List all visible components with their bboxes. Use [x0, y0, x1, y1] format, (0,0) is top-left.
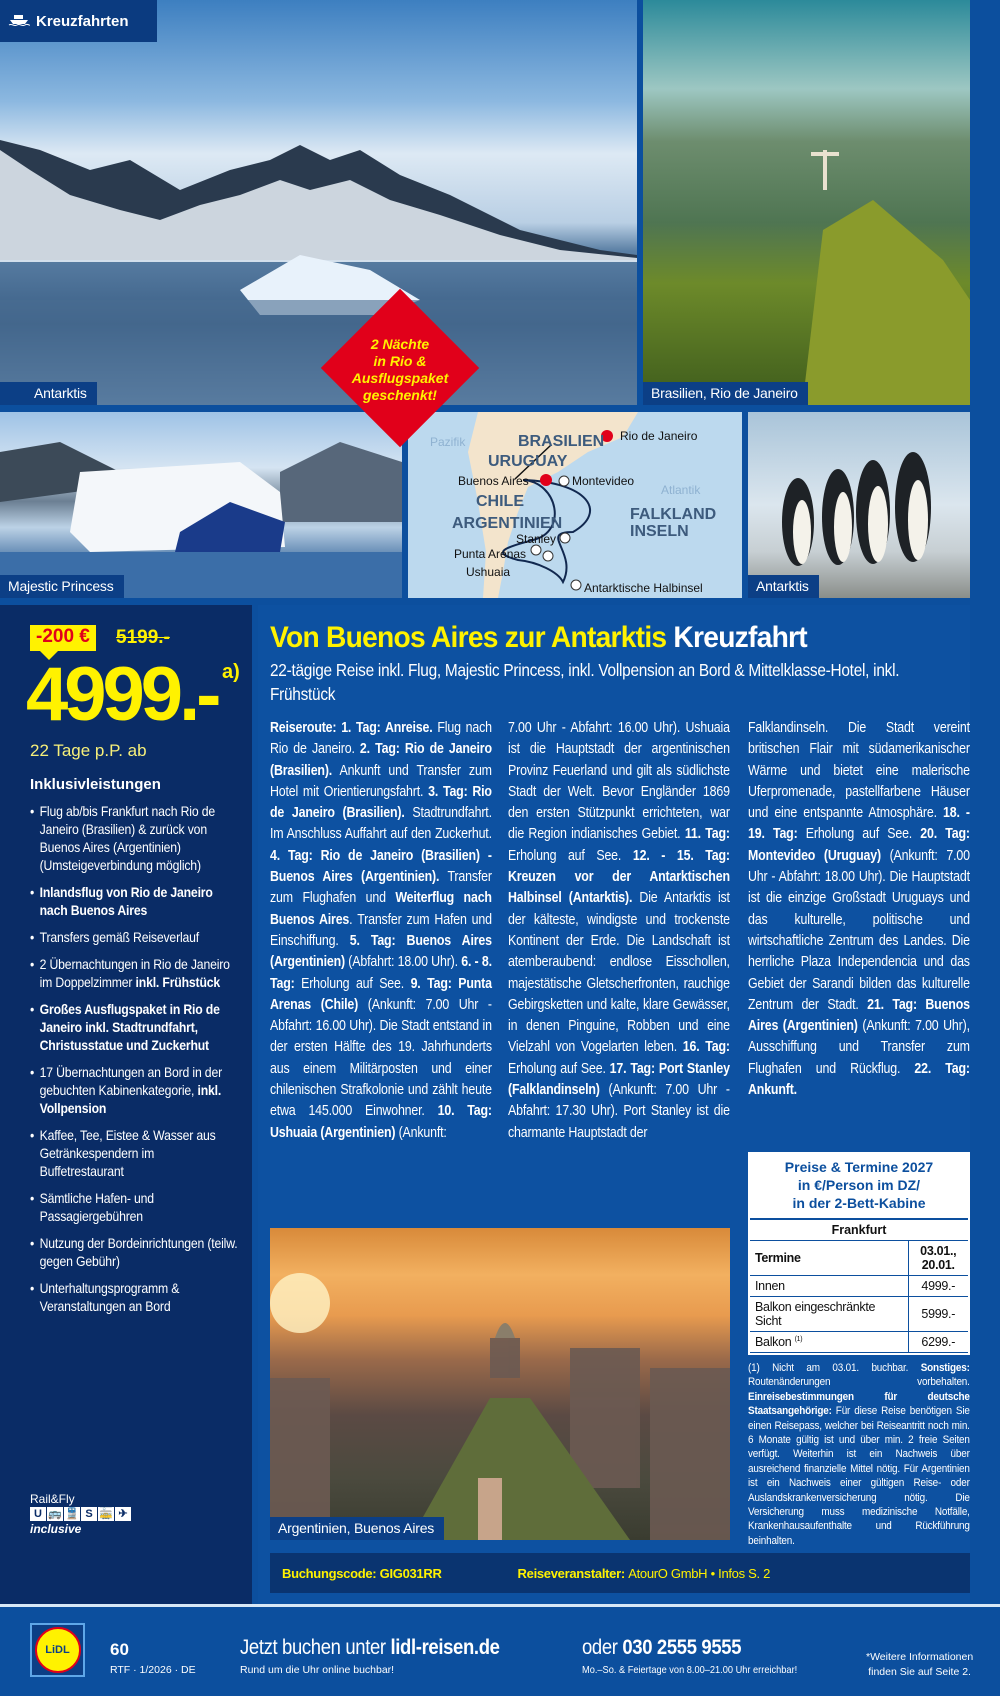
phone-sub — [582, 1664, 852, 1676]
map-label-city: Ushuaia — [466, 565, 511, 579]
phone-sub-line: Mo.–So. & Feiertage von 8.00–21.00 Uhr erreichbar! — [582, 1664, 798, 1676]
inclusion-item — [30, 955, 240, 991]
text-bold-segment: inkl. Frühstück — [135, 974, 221, 990]
photo-penguins — [748, 412, 970, 598]
phone-prefix: oder — [582, 1636, 623, 1659]
text-bold-segment: Einreisebestimmungen für deutsche Staatsangehörige: — [748, 1390, 970, 1418]
text-segment: Ankunft und Transfer zum Hotel mit Orientierungsfahrt. — [270, 762, 492, 800]
text-bold-segment: 16. Tag: — [682, 1039, 730, 1056]
inclusion-item — [30, 1279, 240, 1315]
map-label-city: Montevideo — [572, 474, 635, 488]
photo-caption: Antarktis — [0, 382, 97, 405]
text-segment: (Ankunft: 7.00 Uhr - Abfahrt: 17.30 Uhr). Port Stanley ist die charmante Hauptstadt der — [508, 1082, 730, 1141]
text-bold-segment: 12. - 15. Tag: Kreuzen vor der Antarktischen Halbinsel (Antarktis). — [508, 847, 730, 907]
map-label-country: ARGENTINIEN — [452, 515, 563, 532]
text-segment: (1) Nicht am 03.01. buchbar. — [748, 1362, 921, 1374]
map-label-country: URUGUAY — [488, 453, 568, 470]
discount-badge: -200 € — [30, 625, 96, 651]
photo-caption: Antarktis — [748, 575, 819, 598]
text-bold-segment: 10. Tag: Ushuaia (Argentinien) — [270, 1103, 492, 1141]
info-note — [866, 1650, 973, 1680]
section-title: Kreuzfahrten — [36, 12, 129, 30]
operator-label: Reiseveranstalter: — [517, 1565, 625, 1581]
promo-line: 2 Nächte — [370, 336, 430, 352]
text-segment: Kaffee, Tee, Eistee & Wasser aus Getränkespendern im Buffetrestaurant — [39, 1127, 216, 1179]
text-bold-segment: 4. Tag: Rio de Janeiro (Brasilien) - Buenos Aires (Argentinien). — [270, 847, 492, 886]
route-column — [748, 718, 970, 1101]
route-column — [508, 718, 730, 1144]
text-segment: Unterhaltungsprogramm & Veranstaltungen an Bord — [39, 1280, 180, 1314]
offer-subtitle — [270, 658, 950, 706]
phone-number[interactable]: 030 2555 9555 — [622, 1636, 742, 1659]
inclusions-list — [30, 802, 240, 1315]
dates-value: 03.01., 20.01. — [908, 1241, 968, 1276]
text-segment: (Ankunft: 7.00 Uhr - Abfahrt: 18.00 Uhr). Die Hauptstadt ist die einzige Großstadt Uruguays und das kulturelle, politische und wirtschaftliche Zentrum des Landes. Die herrliche Plaza Independencia und das Gebiet der Sarandi bilden das kulturelle Zentrum der Stadt. — [748, 847, 970, 1013]
info-line: finden Sie auf Seite 2. — [868, 1666, 971, 1678]
ship-icon — [8, 12, 30, 30]
text-segment: Erholung auf See. — [508, 1060, 610, 1077]
photo-caption: Brasilien, Rio de Janeiro — [643, 382, 808, 405]
table-row — [750, 1297, 968, 1332]
text-segment: Erholung auf See. — [797, 826, 921, 843]
promo-line: in Rio & — [373, 353, 427, 369]
text-segment: Nutzung der Bordeinrichtungen (teilw. gegen Gebühr) — [39, 1235, 238, 1269]
route-text — [748, 718, 970, 1101]
header-line: in €/Person im DZ/ — [797, 1177, 921, 1193]
text-segment: 17 Übernachtungen an Bord in der gebuchten Kabinenkategorie, — [39, 1064, 222, 1098]
map-label-city: Rio de Janeiro — [620, 429, 698, 443]
tram-icon: 🚋 — [99, 1508, 113, 1520]
price: 4999.- — [26, 652, 218, 737]
offer-title-highlight: Von Buenos Aires zur Antarktis — [270, 621, 667, 654]
cabin-type: Innen — [755, 1279, 785, 1293]
inclusions-title: Inklusivleistungen — [30, 776, 161, 793]
inclusion-item — [30, 1234, 240, 1270]
text-segment: Erholung auf See. — [508, 847, 633, 864]
cabin-type: Balkon eingeschränkte Sicht — [755, 1300, 876, 1328]
text-segment: (Abfahrt: 18.00 Uhr). — [344, 954, 462, 971]
text-bold-segment: Reiseroute: 1. Tag: Anreise. — [270, 720, 433, 736]
price-footnote-mark: a) — [222, 661, 240, 683]
table-row — [750, 1276, 968, 1297]
inclusion-item — [30, 1000, 240, 1054]
booking-sub: Rund um die Uhr online buchbar! — [240, 1664, 395, 1676]
railfly-badge — [30, 1492, 131, 1536]
offer-title-rest: Kreuzfahrt — [666, 621, 807, 654]
map-label-country: CHILE — [476, 493, 524, 510]
text-bold-segment: 9. Tag: Punta Arenas (Chile) — [270, 975, 492, 1013]
offer-title — [270, 620, 970, 656]
s-bahn-icon: S — [81, 1507, 97, 1521]
booking-bar — [270, 1553, 970, 1593]
cabin-price: 6299.- — [908, 1332, 968, 1353]
photo-caption: Argentinien, Buenos Aires — [270, 1517, 444, 1540]
text-bold-segment: 3. Tag: Rio de Janeiro (Brasilien). — [270, 783, 492, 822]
route-text — [270, 718, 492, 1144]
text-bold-segment: Großes Ausflugspaket in Rio de Janeiro inkl. Stadtrundfahrt, Christusstatue und Zuckerhut — [39, 1001, 220, 1053]
railfly-sub: inclusive — [30, 1522, 82, 1536]
text-segment: Stadtrundfahrt. Im Anschluss Auffahrt auf den Zuckerhut. — [270, 805, 492, 843]
text-segment: Falklandinseln. Die Stadt vereint britischen Flair mit südamerikanischer Wärme und bietet eine malerische Uferpromenade, pastellfarbene Häuser und eine entspannte Atmosphäre. — [748, 720, 970, 822]
booking-code: GIG031RR — [379, 1565, 442, 1581]
map-label-city: Punta Arenas — [454, 547, 527, 561]
map-label-city: Buenos Aires — [458, 474, 529, 488]
inclusion-item — [30, 883, 240, 919]
old-price: 5199.- — [116, 627, 170, 648]
text-segment: 2 Übernachtungen in Rio de Janeiro im Doppelzimmer — [39, 956, 230, 990]
u-bahn-icon: U — [30, 1507, 46, 1521]
text-segment: Transfer zum Flughafen und — [270, 869, 492, 907]
booking-cta — [240, 1636, 570, 1660]
booking-cta-line — [240, 1636, 530, 1660]
cta-prefix: Jetzt buchen unter — [240, 1636, 391, 1659]
inclusions — [30, 802, 240, 1324]
text-segment: Für diese Reise benötigen Sie einen Reisepass, welcher bei Reiseantritt noch min. 6 Monate gültig ist und über min. 2 freie Seiten verfügt. Weiterhin ist ein Nachweis über ausreichend finanzielle Mittel nötig. Für Argentinien ist ein Nachweis einer gültigen Reise- oder Auslandskrankenversicherung nötig. Die Versicherung muss medizinische Notfälle, Krankenhausaufenthalte und Rückführung beinhalten. — [748, 1405, 970, 1547]
text-segment: (Ankunft: 7.00 Uhr - Abfahrt: 16.00 Uhr). Die Stadt entstand in der ersten Hälfte des 19. Jahrhunderts aus einem Militärposten und einer chilenischen Strafkolonie und zählt heute etwa 145.000 Einwohner. — [270, 996, 492, 1120]
text-segment: . Transfer zum Hafen und Einschiffung. — [270, 911, 492, 949]
photo-antarctica — [0, 0, 637, 405]
header-line: Preise & Termine 2027 — [784, 1159, 934, 1175]
footnotes-text — [748, 1361, 970, 1548]
photo-buenos-aires — [270, 1228, 730, 1540]
promo-badge-text — [320, 336, 480, 404]
map-label-country: BRASILIEN — [518, 433, 605, 450]
text-segment: Die Antarktis ist der kälteste, windigste und trockenste Kontinent der Erde. Die Landschaft ist atemberaubend: endlose Eisschollen, majestätische Gletscherfronten, rauchige Gebirgsketten und kalte, klare Gewässer, in denen Pinguine, Robben und eine Vielzahl von Vogelarten leben. — [508, 890, 730, 1056]
text-bold-segment: 2. Tag: Rio de Janeiro (Brasilien). — [270, 741, 492, 779]
text-bold-segment: 5. Tag: Buenos Aires (Argentinien) — [270, 932, 492, 971]
website-link[interactable]: lidl-reisen.de — [390, 1636, 500, 1659]
map-label-city: Stanley — [516, 532, 557, 546]
map-label-country: FALKLAND — [630, 506, 717, 523]
text-segment: Transfers gemäß Reiseverlauf — [39, 929, 200, 945]
text-bold-segment: Sonstiges: — [920, 1362, 970, 1374]
text-segment: Flug ab/bis Frankfurt nach Rio de Janeiro (Brasilien) & zurück von Buenos Aires (Argentinien) (Umsteigeverbindung möglich) — [39, 803, 215, 873]
text-bold-segment: 11. Tag: — [684, 826, 730, 843]
price-table-header — [750, 1154, 968, 1220]
route-map — [408, 412, 742, 598]
table-row — [750, 1332, 968, 1353]
text-segment: Routenänderungen vorbehalten. — [748, 1376, 970, 1389]
promo-line: Ausflugspaket — [351, 370, 449, 386]
section-tab — [0, 0, 157, 42]
route-text — [508, 718, 730, 1144]
text-segment: Flug nach Rio de Janeiro. — [270, 720, 492, 758]
plane-icon: ✈ — [115, 1507, 131, 1521]
table-header-row — [750, 1241, 968, 1276]
inclusion-item — [30, 928, 240, 946]
map-label-city: Antarktische Halbinsel — [584, 581, 703, 595]
lidl-logo-mark: LiDL — [35, 1627, 81, 1673]
departure-airport: Frankfurt — [750, 1220, 968, 1241]
cabin-type: Balkon — [755, 1335, 792, 1349]
map-label-country: INSELN — [630, 523, 689, 540]
map-label-ocean: Pazifik — [430, 435, 466, 449]
text-segment: (Ankunft: — [395, 1124, 447, 1141]
header-line: in der 2-Bett-Kabine — [792, 1195, 926, 1211]
text-bold-segment: 17. Tag: Port Stanley (Falklandinseln) — [508, 1060, 730, 1099]
footnotes — [748, 1361, 970, 1548]
info-line: *Weitere Informationen — [866, 1651, 974, 1663]
offer-subtitle-text: 22-tägige Reise inkl. Flug, Majestic Princess, inkl. Vollpension an Bord & Mittelklasse-Hotel, inkl. Frühstück — [270, 660, 900, 704]
offer-title-line — [270, 620, 928, 656]
text-segment: Sämtliche Hafen- und Passagiergebühren — [39, 1190, 154, 1224]
text-bold-segment: 18. - 19. Tag: — [748, 805, 970, 843]
text-bold-segment: 22. Tag: Ankunft. — [748, 1060, 970, 1099]
text-bold-segment: 20. Tag: Montevideo (Uruguay) — [748, 826, 970, 864]
photo-caption: Majestic Princess — [0, 575, 124, 598]
text-bold-segment: Inlandsflug von Rio de Janeiro nach Buenos Aires — [39, 884, 213, 918]
text-bold-segment: inkl. Vollpension — [39, 1082, 222, 1116]
photo-ship — [0, 412, 402, 598]
cabin-price: 5999.- — [908, 1297, 968, 1332]
text-segment: 7.00 Uhr - Abfahrt: 16.00 Uhr). Ushuaia ist die Hauptstadt der argentinischen Provinz Feuerland und gilt als südlichste Stadt der Welt. Bevor Engländer 1869 den ersten Stützpunkt errichteten, war die Region indianisches Gebiet. — [508, 720, 730, 843]
page-number: 60 — [110, 1640, 129, 1659]
railfly-label: Rail&Fly — [30, 1492, 75, 1506]
text-segment: (Ankunft: 7.00 Uhr), Ausschiffung und Transfer zum Flughafen und Rückflug. — [748, 1018, 970, 1077]
operator-name: AtourO GmbH • Infos S. 2 — [628, 1565, 771, 1581]
lidl-logo[interactable] — [30, 1623, 85, 1677]
price-duration: 22 Tage p.P. ab — [30, 741, 147, 760]
phone-cta-line — [582, 1636, 820, 1660]
phone-cta — [582, 1636, 852, 1660]
train-icon: 🚆 — [65, 1508, 79, 1520]
bus-icon: 🚌 — [48, 1508, 62, 1520]
inclusion-item — [30, 802, 240, 874]
footnote-mark: (1) — [794, 1335, 803, 1343]
text-bold-segment: 6. - 8. Tag: — [270, 954, 492, 992]
inclusion-item — [30, 1189, 240, 1225]
text-bold-segment: 21. Tag: Buenos Aires (Argentinien) — [748, 996, 970, 1035]
cabin-price: 4999.- — [908, 1276, 968, 1297]
text-bold-segment: Weiterflug nach Buenos Aires — [270, 890, 492, 928]
railfly-icons — [30, 1507, 131, 1521]
inclusion-item — [30, 1063, 240, 1117]
text-segment: Erholung auf See. — [294, 975, 411, 992]
booking-code-label: Buchungscode: — [282, 1565, 377, 1581]
map-label-ocean: Atlantik — [661, 483, 701, 497]
dates-label: Termine — [750, 1241, 908, 1276]
inclusion-item — [30, 1126, 240, 1180]
price-table — [748, 1152, 970, 1355]
page-edge — [970, 0, 1000, 1604]
route-column — [270, 718, 492, 1144]
promo-line: geschenkt! — [363, 387, 437, 403]
photo-rio — [643, 0, 970, 405]
edition: RTF · 1/2026 · DE — [110, 1664, 196, 1676]
